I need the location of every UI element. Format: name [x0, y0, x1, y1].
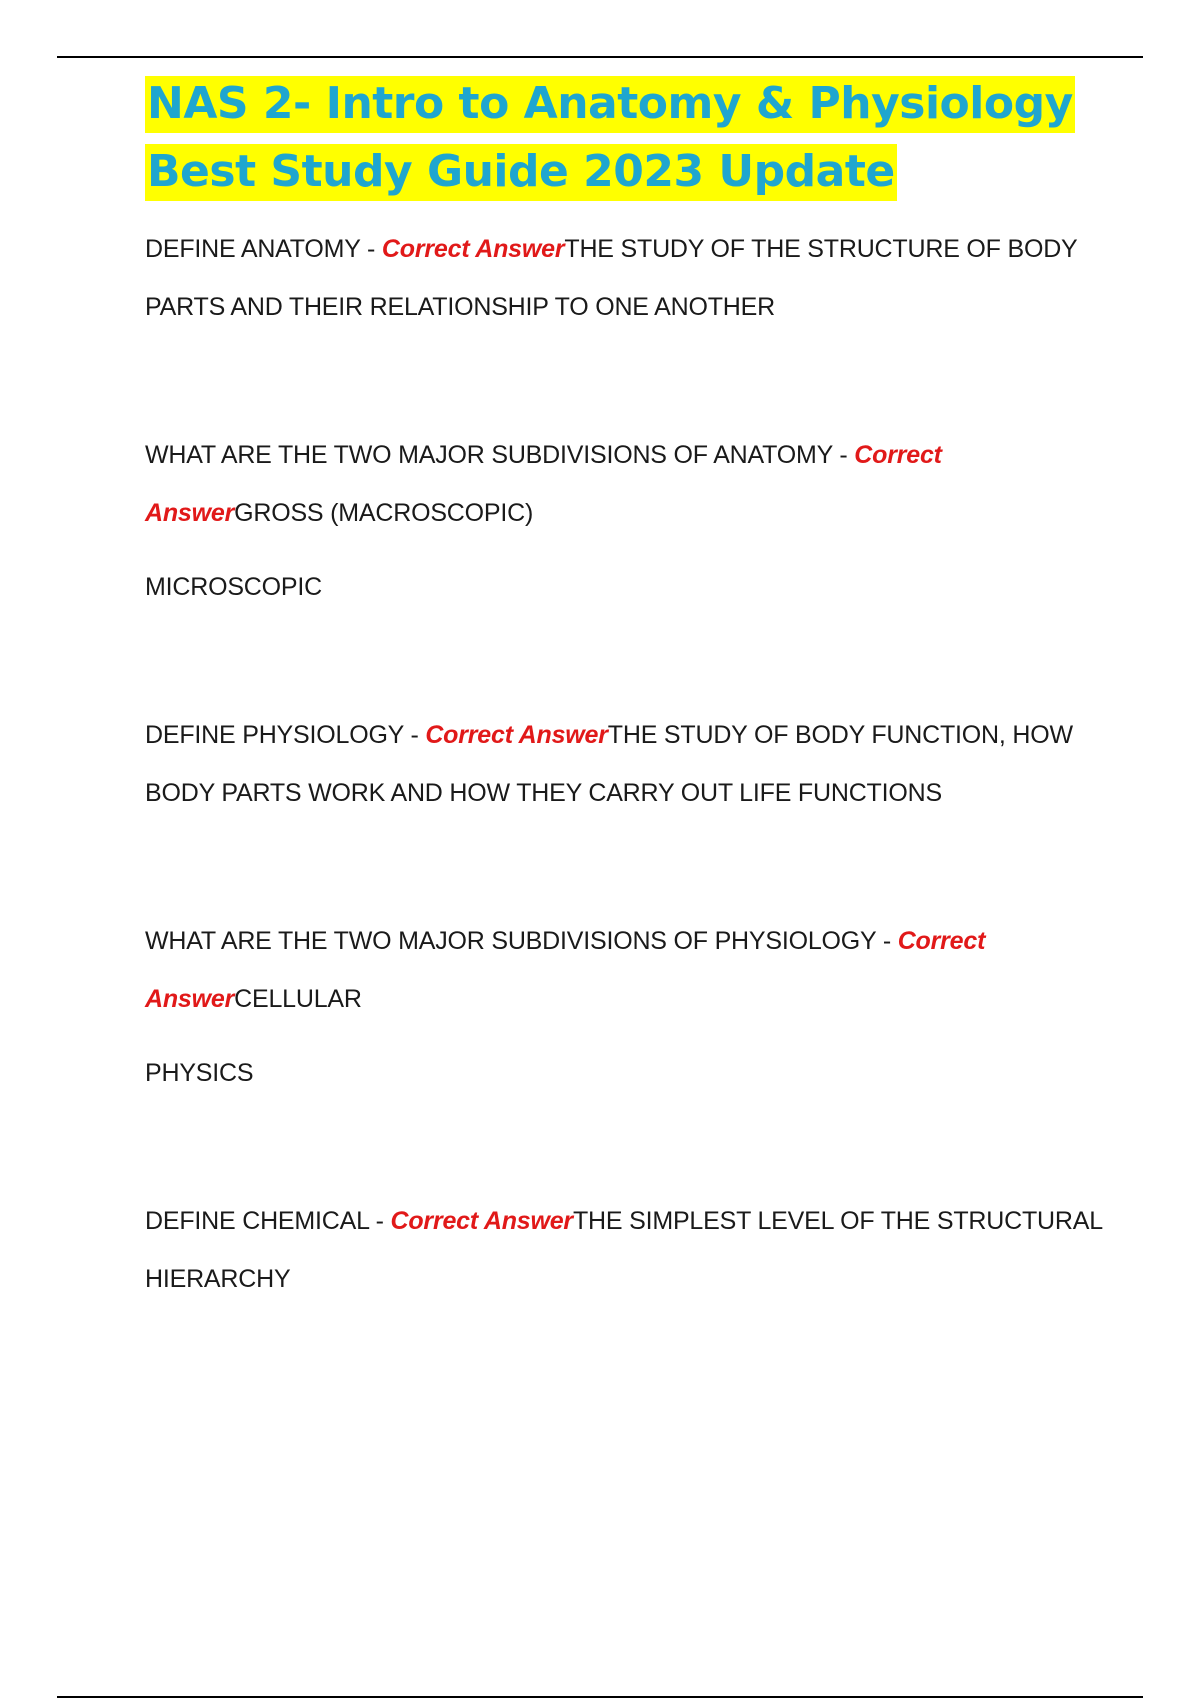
- question-text: WHAT ARE THE TWO MAJOR SUBDIVISIONS OF PHYSIOLOGY -: [145, 927, 898, 955]
- answer-text: CELLULAR: [234, 985, 362, 1013]
- correct-answer-label: Correct Answer: [381, 235, 565, 263]
- qa-item-5: [145, 1192, 1105, 1308]
- document-body: [145, 70, 1105, 1308]
- question-text: DEFINE CHEMICAL -: [145, 1207, 391, 1235]
- answer-text: GROSS (MACROSCOPIC): [234, 499, 534, 527]
- qa-item-3: [145, 706, 1105, 822]
- title-line-1: NAS 2- Intro to Anatomy & Physiology: [145, 76, 1075, 133]
- correct-answer-label: Correct Answer: [425, 721, 608, 749]
- bottom-rule: [57, 1696, 1143, 1698]
- answer-text: THE SIMPLEST LEVEL OF THE STRUCTURAL HIERARCHY: [145, 1207, 1102, 1293]
- correct-answer-label: Correct Answer: [145, 441, 942, 527]
- correct-answer-label: Correct Answer: [390, 1207, 573, 1235]
- qa-item-1: [145, 220, 1105, 336]
- question-text: DEFINE PHYSIOLOGY -: [145, 721, 426, 749]
- question-text: WHAT ARE THE TWO MAJOR SUBDIVISIONS OF ANATOMY -: [145, 441, 855, 469]
- answer-text: THE STUDY OF BODY FUNCTION, HOW BODY PARTS WORK AND HOW THEY CARRY OUT LIFE FUNCTIONS: [145, 721, 1073, 807]
- document-title: [145, 70, 1105, 206]
- answer-extra-line: PHYSICS: [145, 1059, 254, 1087]
- qa-item-4: [145, 912, 1105, 1028]
- top-rule: [57, 56, 1143, 58]
- answer-extra-line: MICROSCOPIC: [145, 573, 322, 601]
- question-text: DEFINE ANATOMY -: [145, 235, 382, 263]
- qa-item-2: [145, 426, 1105, 542]
- answer-text: THE STUDY OF THE STRUCTURE OF BODY PARTS AND THEIR RELATIONSHIP TO ONE ANOTHER: [145, 235, 1078, 321]
- title-line-2: Best Study Guide 2023 Update: [145, 144, 897, 201]
- correct-answer-label: Correct Answer: [145, 927, 986, 1013]
